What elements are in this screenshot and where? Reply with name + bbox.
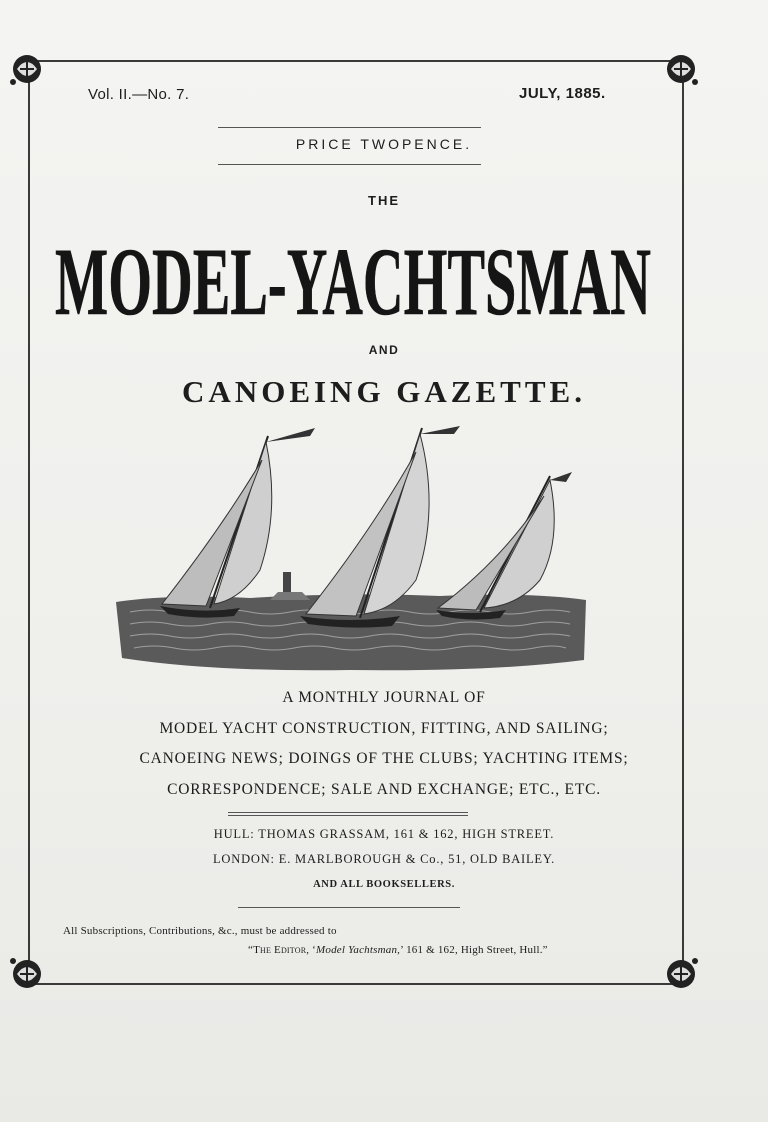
yacht-icon <box>160 428 315 618</box>
issue-date: JULY, 1885. <box>519 85 606 102</box>
price-line: PRICE TWOPENCE. <box>295 136 473 152</box>
corner-ornament-icon <box>8 50 46 88</box>
border-bottom <box>30 983 682 985</box>
border-top <box>30 60 682 62</box>
journal-title-text: MODEL-YACHTSMAN <box>55 228 651 326</box>
description-line: CANOEING NEWS; DOINGS OF THE CLUBS; YACHTING ITEMS; <box>139 750 629 767</box>
corner-ornament-icon <box>8 955 46 993</box>
description-line: CORRESPONDENCE; SALE AND EXCHANGE; ETC., ETC. <box>167 781 601 798</box>
publisher-london: LONDON: E. MARLBOROUGH & Co., 51, OLD BAILEY. <box>212 852 556 866</box>
corner-ornament-icon <box>662 955 700 993</box>
description-line: MODEL YACHT CONSTRUCTION, FITTING, AND SAILING; <box>159 720 609 737</box>
subscription-notice: All Subscriptions, Contributions, &c., must be addressed to <box>63 925 337 937</box>
booksellers-line: AND ALL BOOKSELLERS. <box>313 879 455 890</box>
divider <box>238 907 460 908</box>
divider <box>228 815 468 816</box>
description-line: A MONTHLY JOURNAL OF <box>282 689 486 706</box>
yachts-illustration <box>110 420 590 680</box>
corner-ornament-icon <box>662 50 700 88</box>
publisher-hull: HULL: THOMAS GRASSAM, 161 & 162, HIGH STREET. <box>213 827 555 841</box>
divider <box>228 812 468 813</box>
volume-number: Vol. II.—No. 7. <box>88 86 190 103</box>
divider <box>218 164 481 165</box>
journal-title <box>48 226 658 326</box>
divider <box>218 127 481 128</box>
title-conjunction: AND <box>368 343 400 357</box>
journal-subtitle: CANOEING GAZETTE. <box>182 374 586 409</box>
editor-address: “The Editor, ‘Model Yachtsman,’ 161 & 162, High Street, Hull.” <box>248 944 548 956</box>
title-article: THE <box>368 193 400 208</box>
